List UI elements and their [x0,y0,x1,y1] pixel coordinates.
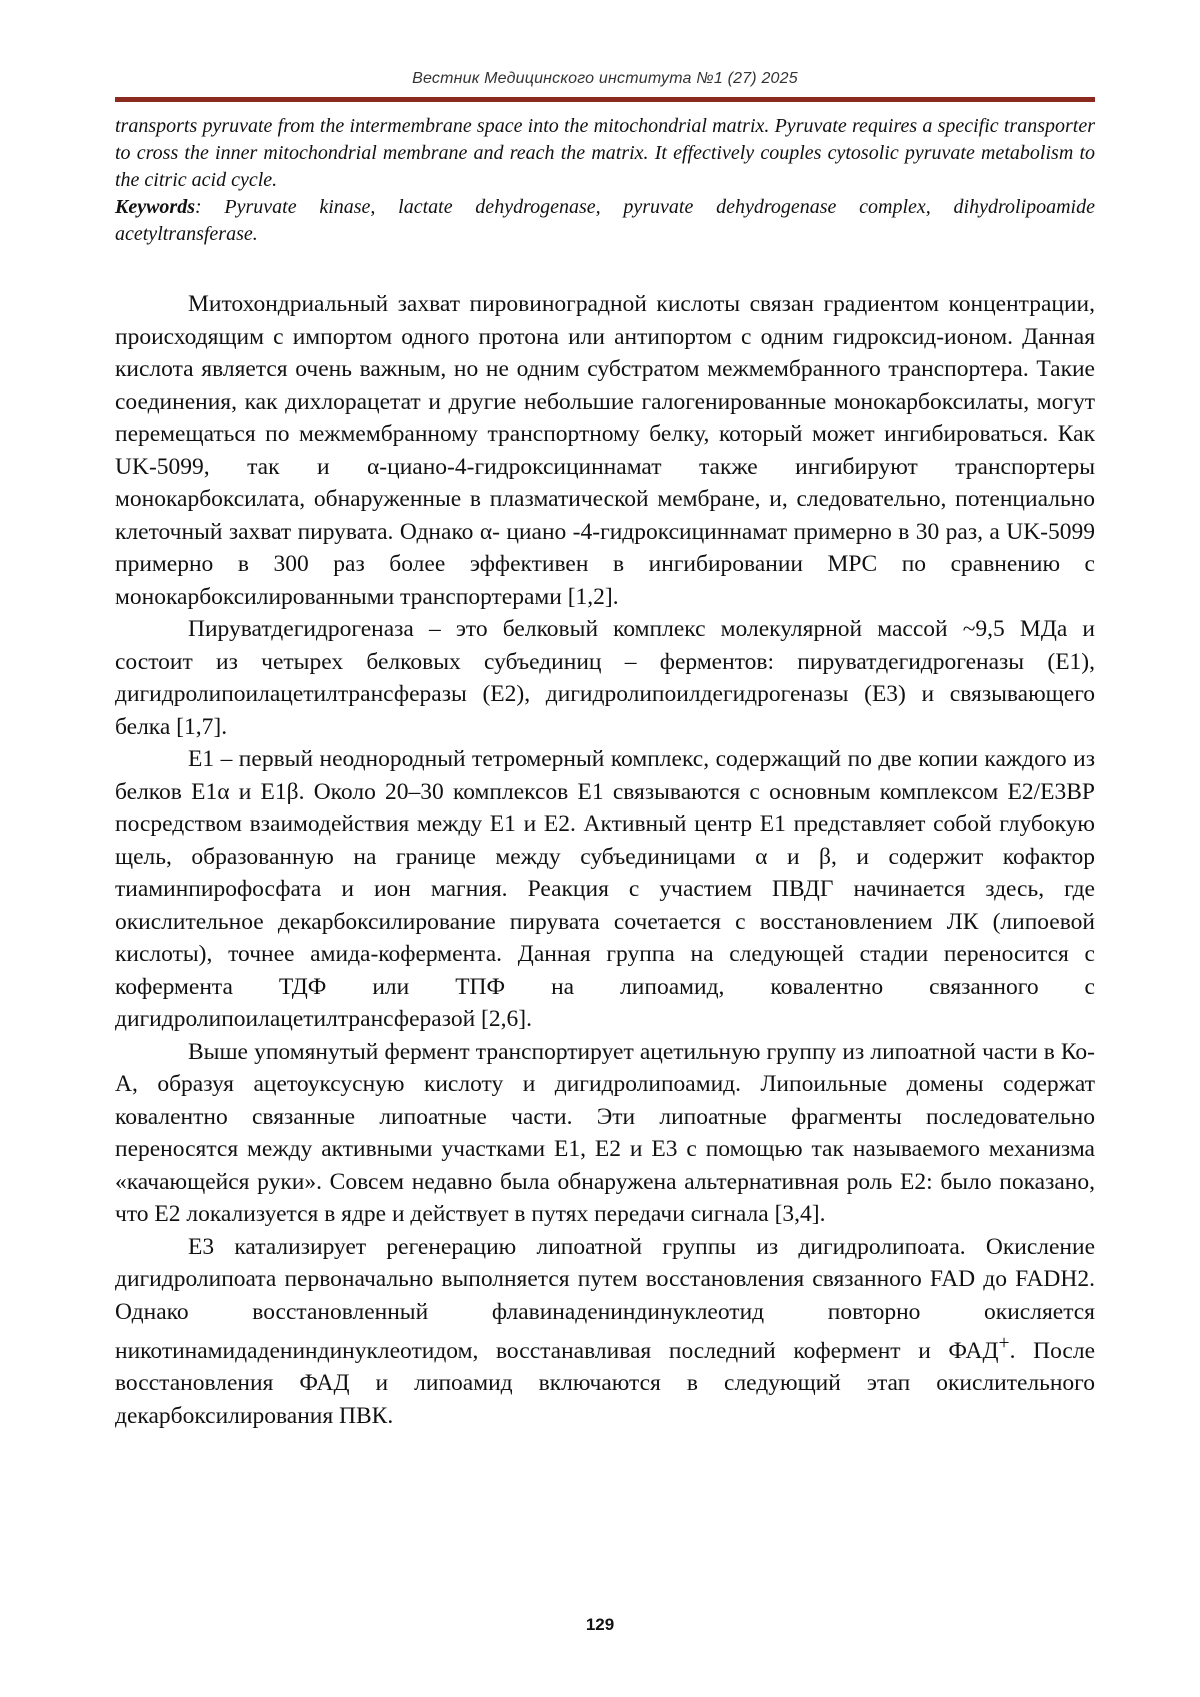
abstract-continuation: transports pyruvate from the intermembrane space into the mitochondrial matrix. Pyruvate requires a specific transporter to cross the inner mitochondrial membrane and reach the matrix. It effectively couples cytosolic pyruvate metabolism to the citric acid cycle. [115,113,1095,194]
page [0,0,1200,1697]
keywords-label: Keywords [115,196,195,218]
page-number: 129 [0,1615,1200,1635]
body-paragraph: Е1 – первый неоднородный тетромерный комплекс, содержащий по две копии каждого из белков E1α и E1β. Около 20–30 комплексов E1 связываются с основным комплексом E2/E3BP посредством взаимодействия между E1 и E2. Активный центр E1 представляет собой глубокую щель, образованную на границе между субъединицами α и β, и содержит кофактор тиаминпирофосфата и ион магния. Реакция с участием ПВДГ начинается здесь, где окислительное декарбоксилирование пирувата сочетается с восстановлением ЛК (липоевой кислоты), точнее амида-кофермента. Данная группа на следующей стадии переносится с кофермента ТДФ или ТПФ на липоамид, ковалентно связанного с дигидролипоилацетилтрансферазой [2,6]. [115,743,1095,1036]
body-text-before-sup: Е3 катализирует регенерацию липоатной группы из дигидролипоата. Окисление дигидролипоата первоначально выполняется путем восстановления связанного FAD до FADH2. Однако восстановленный флавинадениндинуклеотид повторно окисляется никотинамидадениндинуклеотидом, восстанавливая последний кофермент и ФАД [115,1234,1095,1364]
superscript-plus: + [999,1333,1010,1354]
keywords-text: : Pyruvate kinase, lactate dehydrogenase, pyruvate dehydrogenase complex, dihydrolipoamide acetyltransferase. [115,196,1095,245]
body-text-after-sup: . После восстановления ФАД и липоамид включаются в следующий этап окислительного декарбоксилирования ПВК. [115,1338,1095,1429]
article-body [115,288,1095,1432]
keywords-line [115,194,1095,248]
abstract-block [115,113,1095,248]
journal-header: Вестник Медицинского института №1 (27) 2025 [115,70,1095,88]
body-paragraph-last [115,1231,1095,1433]
body-paragraph: Пируватдегидрогеназа – это белковый комплекс молекулярной массой ~9,5 МДа и состоит из четырех белковых субъединиц – ферментов: пируватдегидрогеназы (Е1), дигидролипоилацетилтрансферазы (Е2), дигидролипоилдегидрогеназы (Е3) и связывающего белка [1,7]. [115,613,1095,743]
body-paragraph: Митохондриальный захват пировиноградной кислоты связан градиентом концентрации, происходящим с импортом одного протона или антипортом с одним гидроксид-ионом. Данная кислота является очень важным, но не одним субстратом межмембранного транспортера. Такие соединения, как дихлорацетат и другие небольшие галогенированные монокарбоксилаты, могут перемещаться по межмембранному транспортному белку, который может ингибироваться. Как UK-5099, так и α-циано-4-гидроксициннамат также ингибируют транспортеры монокарбоксилата, обнаруженные в плазматической мембране, и, следовательно, потенциально клеточный захват пирувата. Однако α- циано -4-гидроксициннамат примерно в 30 раз, а UK-5099 примерно в 300 раз более эффективен в ингибировании MPC по сравнению с монокарбоксилированными транспортерами [1,2]. [115,288,1095,613]
body-paragraph: Выше упомянутый фермент транспортирует ацетильную группу из липоатной части в Ко-А, образуя ацетоуксусную кислоту и дигидролипоамид. Липоильные домены содержат ковалентно связанные липоатные части. Эти липоатные фрагменты последовательно переносятся между активными участками E1, E2 и E3 с помощью так называемого механизма «качающейся руки». Совсем недавно была обнаружена альтернативная роль E2: было показано, что E2 локализуется в ядре и действует в путях передачи сигнала [3,4]. [115,1036,1095,1231]
header-rule [115,97,1095,102]
